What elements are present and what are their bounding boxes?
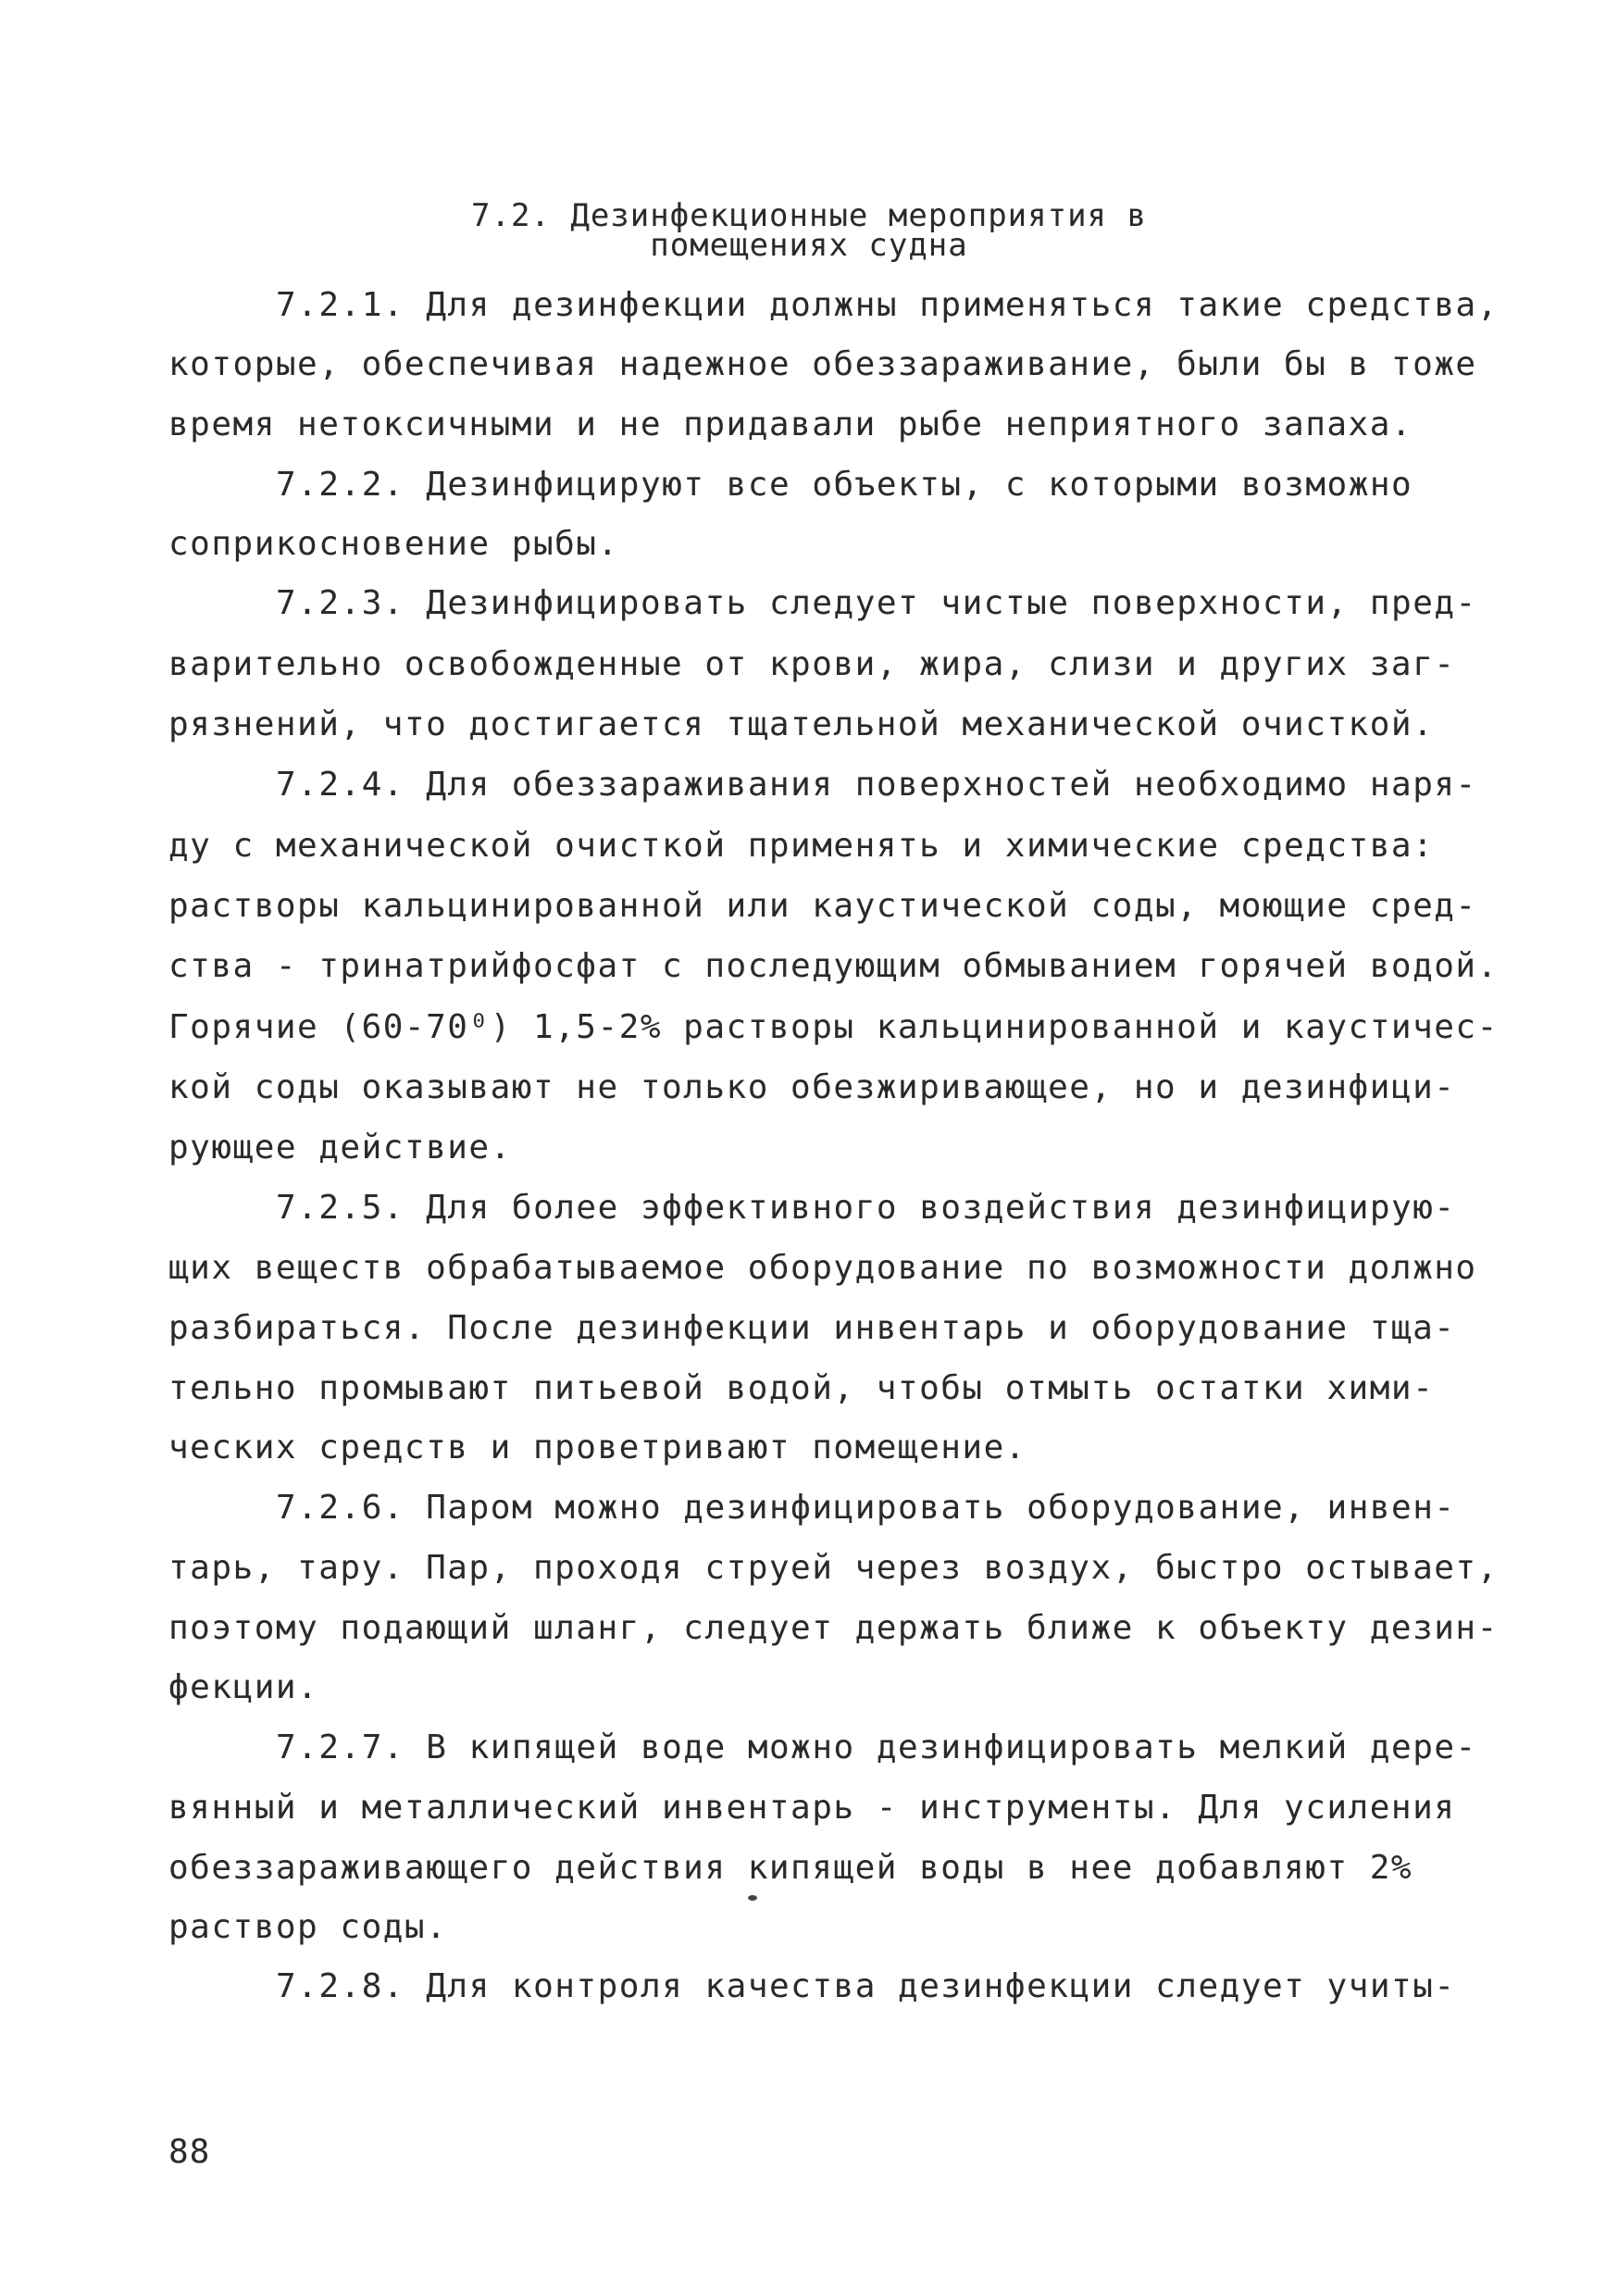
paragraph-7-2-4-line-4: ства - тринатрийфосфат с последующим обмыванием горячей водой. [168, 947, 1499, 985]
paragraph-7-2-7-line-2: вянный и металлический инвентарь - инструменты. Для усиления [168, 1789, 1456, 1827]
paragraph-7-2-5-line-2: щих веществ обрабатываемое оборудование по возможности должно [168, 1249, 1477, 1287]
paragraph-7-2-6-line-2: тарь, тару. Пар, проходя струей через воздух, быстро остывает, [168, 1549, 1499, 1587]
section-title-line-2: помещениях судна [650, 227, 968, 264]
page-number: 88 [168, 2133, 211, 2171]
paragraph-7-2-4-line-3: растворы кальцинированной или каустической соды, моющие сред- [168, 887, 1477, 925]
paragraph-7-2-4-line-6: кой соды оказывают не только обезжиривающее, но и дезинфици- [168, 1068, 1456, 1106]
paragraph-7-2-6-line-3: поэтому подающий шланг, следует держать ближе к объекту дезин- [168, 1609, 1499, 1647]
paragraph-7-2-7-line-4: раствор соды. [168, 1908, 448, 1946]
paragraph-7-2-2-line-2: соприкосновение рыбы. [168, 525, 619, 563]
paragraph-7-2-6-line-1: 7.2.6. Паром можно дезинфицировать оборудование, инвен- [276, 1489, 1456, 1527]
paragraph-7-2-1-line-3: время нетоксичными и не придавали рыбе неприятного запаха. [168, 406, 1413, 443]
paragraph-7-2-4-line-2: ду с механической очисткой применять и химические средства: [168, 827, 1435, 865]
ink-speck [748, 1895, 757, 1901]
paragraph-7-2-3-line-1: 7.2.3. Дезинфицировать следует чистые поверхности, пред- [276, 584, 1477, 622]
paragraph-7-2-4-line-5: Горячие (60-70⁰) 1,5-2% растворы кальцинированной и каустичес- [168, 1008, 1499, 1046]
paragraph-7-2-7-line-3: обеззараживающего действия кипящей воды в нее добавляют 2% [168, 1849, 1413, 1887]
paragraph-7-2-1-line-2: которые, обеспечивая надежное обеззараживание, были бы в тоже [168, 345, 1477, 383]
paragraph-7-2-3-line-2: варительно освобожденные от крови, жира, слизи и других заг- [168, 645, 1456, 683]
paragraph-7-2-8-line-1: 7.2.8. Для контроля качества дезинфекции следует учиты- [276, 1967, 1456, 2005]
paragraph-7-2-7-line-1: 7.2.7. В кипящей воде можно дезинфицировать мелкий дере- [276, 1728, 1477, 1766]
section-title-line-1: 7.2. Дезинфекционные мероприятия в [471, 197, 1147, 234]
paragraph-7-2-2-line-1: 7.2.2. Дезинфицируют все объекты, с которыми возможно [276, 466, 1413, 504]
paragraph-7-2-4-line-7: рующее действие. [168, 1129, 512, 1167]
paragraph-7-2-6-line-4: фекции. [168, 1668, 319, 1706]
paragraph-7-2-3-line-3: рязнений, что достигается тщательной механической очисткой. [168, 705, 1435, 743]
paragraph-7-2-5-line-4: тельно промывают питьевой водой, чтобы отмыть остатки хими- [168, 1369, 1435, 1407]
paragraph-7-2-5-line-3: разбираться. После дезинфекции инвентарь и оборудование тща- [168, 1309, 1456, 1347]
paragraph-7-2-5-line-1: 7.2.5. Для более эффективного воздействия дезинфицирую- [276, 1189, 1456, 1227]
paragraph-7-2-5-line-5: ческих средств и проветривают помещение. [168, 1429, 1027, 1466]
paragraph-7-2-1-line-1: 7.2.1. Для дезинфекции должны применяться такие средства, [276, 286, 1499, 324]
paragraph-7-2-4-line-1: 7.2.4. Для обеззараживания поверхностей необходимо наря- [276, 766, 1477, 804]
